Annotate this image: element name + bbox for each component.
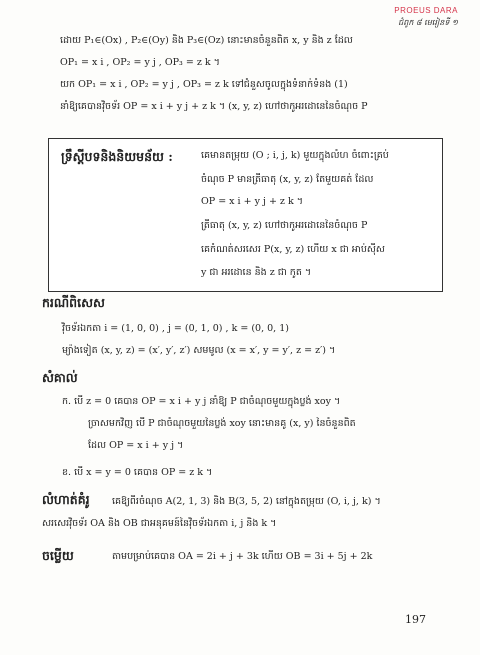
exercise-label: លំហាត់គំរូ <box>42 492 90 507</box>
header-brand: PROEUS DARA <box>394 6 458 15</box>
definition-title: ទ្រឹស្តីបទនិងនិយមន័យ : <box>61 149 173 164</box>
special-case-line-1: វ៉ិចទ័រឯកតា i = (1, 0, 0) , j = (0, 1, 0) , k = (0, 0, 1) <box>62 323 289 334</box>
definition-line: គេមានតម្រុយ (O ; i, j, k) មួយក្នុងលំហ ចំពោះគ្រប់ <box>201 150 389 161</box>
definition-line: ត្រីធាតុ (x, y, z) ហៅថាកូអរដោនេនៃចំណុច P <box>201 220 368 231</box>
answer-line: តាមបម្រាប់គេបាន OA = 2i + j + 3k ហើយ OB = 3i + 5j + 2k <box>112 551 373 562</box>
special-case-line-2: ម្យ៉ាងទៀត (x, y, z) = (x′, y′, z′) សមមូល (x = x′, y = y′, z = z′) ។ <box>62 345 336 356</box>
intro-line-3: យក OP₁ = x i , OP₂ = y j , OP₃ = z k ទៅជំនួសចូលក្នុងទំនាក់ទំនង (1) <box>60 79 348 90</box>
header-chapter: ជំពូក ៨ មេរៀនទី ១ <box>398 18 458 27</box>
answer-label: ចម្លើយ <box>42 548 74 563</box>
remark-a-line-2: ច្រាសមកវិញ បើ P ជាចំណុចមួយនៃប្លង់ xoy នោះមានគូ (x, y) នៃចំនួនពិត <box>88 418 356 429</box>
remark-title: សំគាល់ <box>42 370 78 385</box>
definition-line: គេកំណត់សរសេរ P(x, y, z) ហើយ x ជា អាប់ស៊ីស <box>201 244 385 255</box>
intro-line-1: ដោយ P₁∈(Ox) , P₂∈(Oy) និង P₃∈(Oz) នោះមានចំនួនពិត x, y និង z ដែល <box>60 35 353 46</box>
definition-line: y ជា អរដោនេ និង z ជា កូត ។ <box>201 267 312 278</box>
definition-box <box>48 138 443 292</box>
intro-line-4: នាំឱ្យគេបានវ៉ិចទ័រ OP = x i + y j + z k ។ (x, y, z) ហៅថាកូអរដោនេនៃចំណុច P <box>60 101 368 112</box>
remark-a-line-3: ដែល OP = x i + y j ។ <box>88 440 184 451</box>
special-case-title: ករណីពិសេស <box>42 295 105 310</box>
remark-b-line-1: ខ. បើ x = y = 0 គេបាន OP = z k ។ <box>62 467 213 478</box>
remark-a-line-1: ក. បើ z = 0 គេបាន OP = x i + y j នាំឱ្យ P ជាចំណុចមួយក្នុងប្លង់ xoy ។ <box>62 396 341 407</box>
intro-line-2: OP₁ = x i , OP₂ = y j , OP₃ = z k ។ <box>60 57 220 68</box>
definition-line: OP = x i + y j + z k ។ <box>201 196 303 207</box>
exercise-line-1: គេឱ្យពីរចំណុច A(2, 1, 3) និង B(3, 5, 2) នៅក្នុងតម្រុយ (O, i, j, k) ។ <box>112 496 381 507</box>
exercise-line-2: សរសេរវ៉ិចទ័រ OA និង OB ជាអនុគមន៍នៃវ៉ិចទ័រឯកតា i, j និង k ។ <box>42 518 277 529</box>
page-number: 197 <box>405 613 426 626</box>
definition-line: ចំណុច P មានត្រីធាតុ (x, y, z) តែមួយគត់ ដែល <box>201 174 374 185</box>
